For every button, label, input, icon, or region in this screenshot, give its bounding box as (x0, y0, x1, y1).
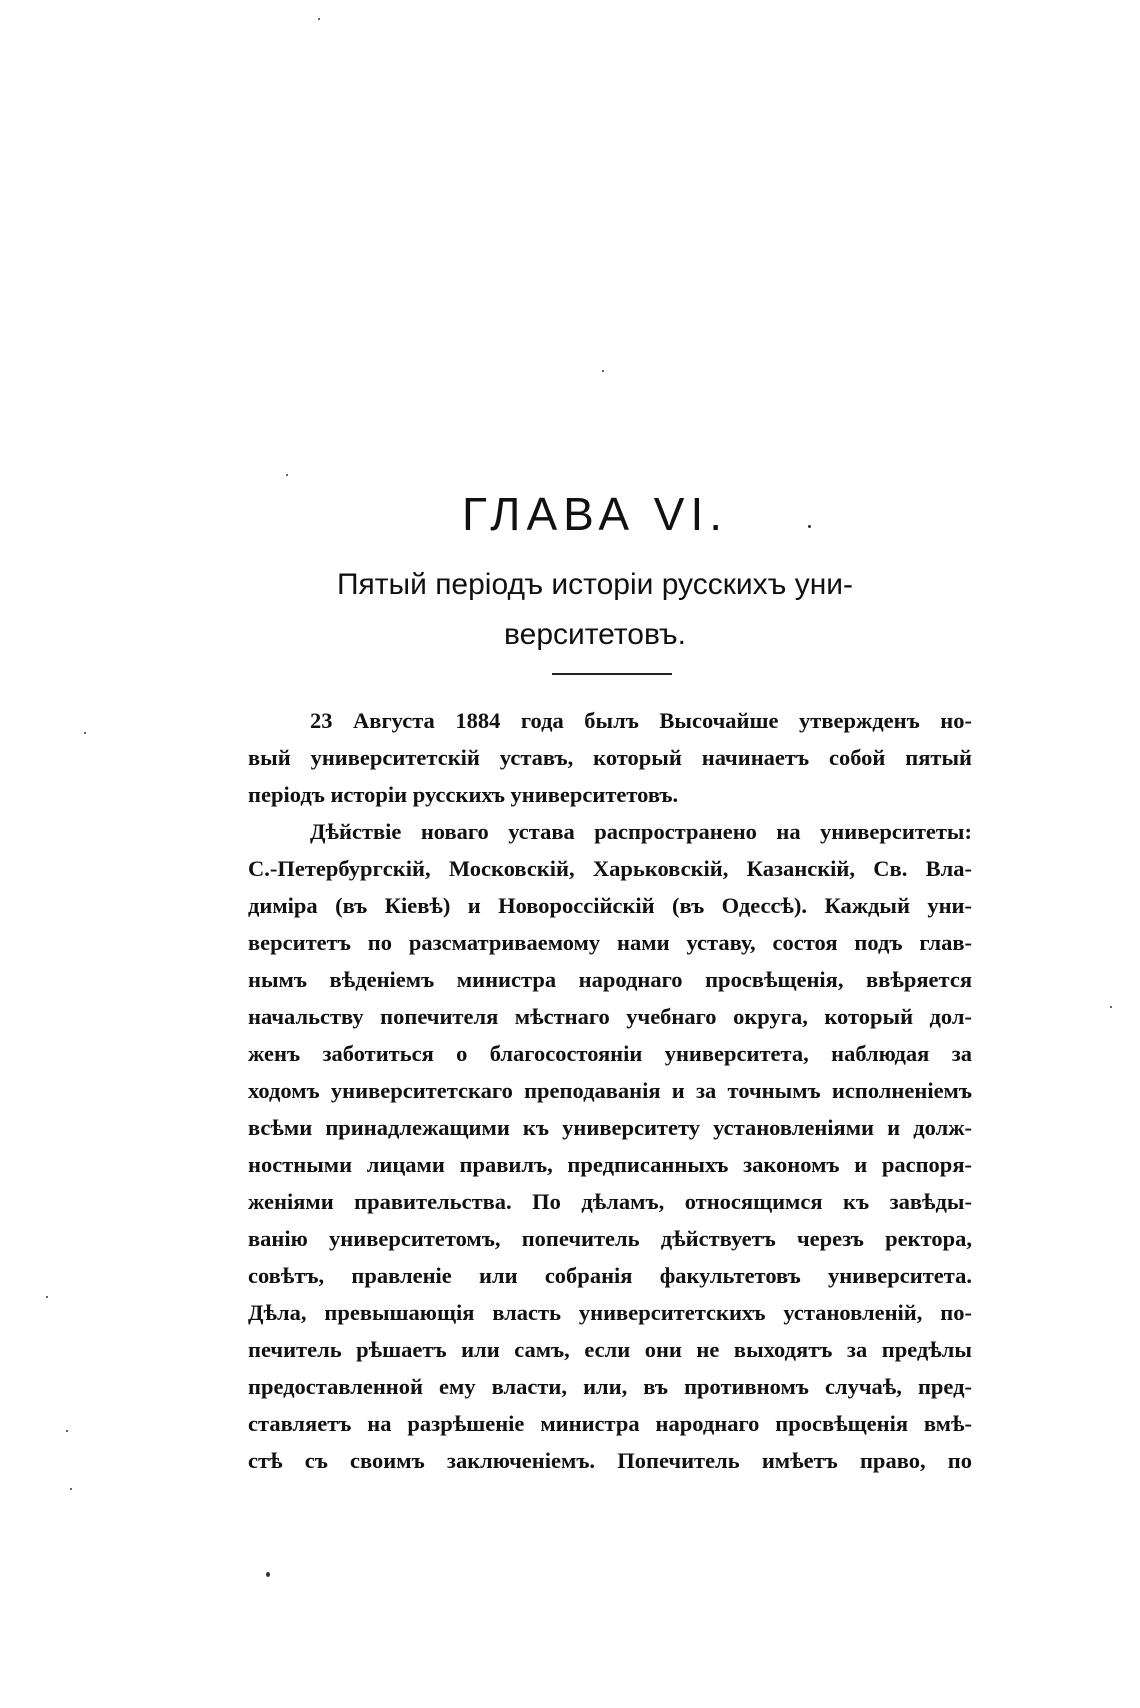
text-line: нымъ вѣденіемъ министра народнаго просвѣщенія, ввѣряется (248, 967, 972, 992)
text-line: ставляетъ на разрѣшеніе министра народнаго просвѣщенія вмѣ- (248, 1411, 972, 1436)
scan-speck (1110, 1006, 1112, 1008)
text-line: ходомъ университетскаго преподаванія и за точнымъ исполненіемъ (248, 1078, 972, 1103)
text-line: стѣ съ своимъ заключеніемъ. Попечитель имѣетъ право, по (248, 1448, 972, 1473)
paragraph-2 (248, 813, 972, 1479)
text-line: Дѣла, превышающія власть университетскихъ установленій, по- (248, 1300, 972, 1325)
text-line: женіями правительства. По дѣламъ, относящимся къ завѣды- (248, 1189, 972, 1214)
scan-speck (808, 525, 811, 528)
text-line: вый университетскій уставъ, который начинаетъ собой пятый (248, 745, 972, 770)
section-divider (552, 673, 672, 675)
text-line: совѣтъ, правленіе или собранія факультетовъ университета. (248, 1263, 972, 1288)
text-line: 23 Августа 1884 года былъ Высочайше утвержденъ но- (310, 708, 972, 733)
scan-speck (46, 1296, 48, 1298)
text-line: верситетъ по разсматриваемому нами уставу, состоя подъ глав- (248, 930, 972, 955)
text-line: начальству попечителя мѣстнаго учебнаго округа, который дол- (248, 1004, 972, 1029)
chapter-title: ГЛАВА VI. (461, 488, 729, 540)
paragraph-1 (248, 702, 972, 813)
scan-speck (318, 18, 320, 20)
scan-speck (286, 474, 288, 476)
text-line: ностными лицами правилъ, предписанныхъ закономъ и распоря- (248, 1152, 972, 1177)
text-line: женъ заботиться о благосостояніи университета, наблюдая за (248, 1041, 972, 1066)
chapter-subtitle (0, 560, 1140, 660)
chapter-subtitle-line-1: Пятый періодъ исторіи русскихъ уни- (336, 568, 854, 601)
text-line: печитель рѣшаетъ или самъ, если они не выходятъ за предѣлы (248, 1337, 972, 1362)
scan-speck (66, 1430, 68, 1432)
scan-speck (602, 370, 604, 372)
text-line: Дѣйствіе новаго устава распространено на университеты: (310, 819, 972, 844)
scan-speck (84, 732, 86, 734)
text-line: періодъ исторіи русскихъ университетовъ. (248, 782, 679, 807)
text-line: ванію университетомъ, попечитель дѣйствуетъ черезъ ректора, (248, 1226, 972, 1251)
text-line: диміра (въ Кіевѣ) и Новороссійскій (въ Одессѣ). Каждый уни- (248, 893, 972, 918)
scan-speck (266, 1572, 270, 1577)
text-line: всѣми принадлежащими къ университету установленіями и долж- (248, 1115, 972, 1140)
body-text (248, 702, 972, 1479)
scan-speck (70, 1488, 72, 1490)
text-line: предоставленной ему власти, или, въ противномъ случаѣ, пред- (248, 1374, 972, 1399)
chapter-subtitle-line-2: верситетовъ. (504, 618, 686, 651)
text-line: С.-Петербургскій, Московскій, Харьковскій, Казанскій, Св. Вла- (248, 856, 972, 881)
